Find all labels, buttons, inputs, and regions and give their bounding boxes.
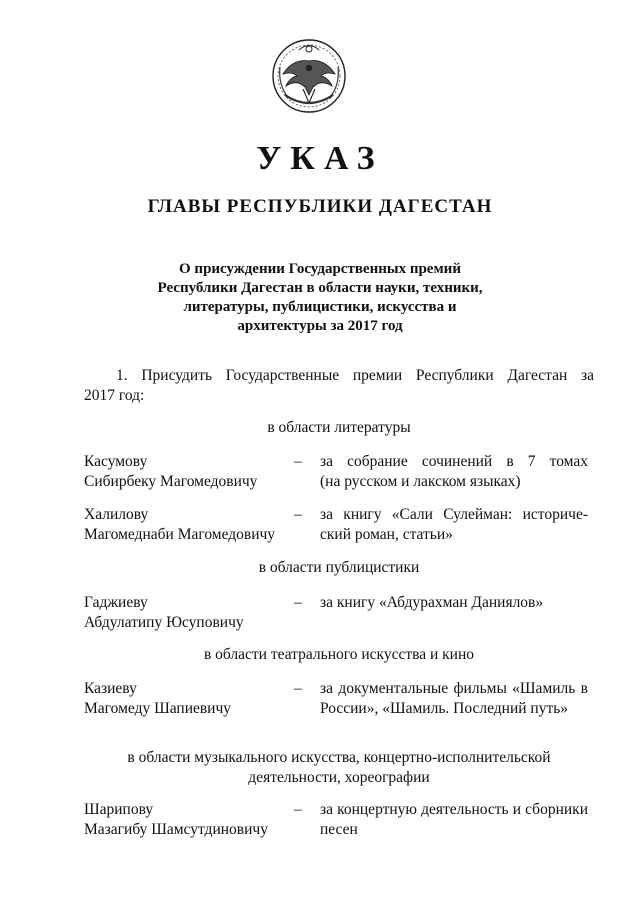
- intro-line: 2017 год:: [84, 387, 145, 404]
- dash-separator: –: [294, 453, 302, 470]
- coat-of-arms-emblem-icon: [270, 37, 348, 115]
- name-line: Гаджиеву: [84, 594, 148, 611]
- laureate-name: [84, 505, 284, 545]
- work-line: песен: [320, 821, 358, 838]
- dash-separator: –: [294, 680, 302, 697]
- intro-line: 1. Присудить Государственные премии Республики Дагестан за: [116, 367, 594, 384]
- document-subtitle: ГЛАВЫ РЕСПУБЛИКИ ДАГЕСТАН: [147, 196, 493, 217]
- name-line: Магомеднаби Магомедовичу: [84, 526, 276, 543]
- name-line: Халилову: [84, 506, 149, 523]
- name-line: Шарипову: [84, 801, 154, 818]
- laureate-name: [84, 800, 284, 840]
- heading-line: О присуждении Государственных премий: [179, 261, 461, 277]
- name-line: Магомеду Шапиевичу: [84, 700, 232, 717]
- dash-separator: –: [294, 506, 302, 523]
- section-title-line: деятельности, хореографии: [248, 769, 430, 786]
- name-line: Сибирбеку Магомедовичу: [84, 473, 258, 490]
- section-title-line: в области музыкального искусства, концертно-исполнительской: [127, 749, 551, 766]
- decree-heading: [120, 260, 520, 336]
- dash-separator: –: [294, 801, 302, 818]
- laureate-name: [84, 593, 284, 633]
- work-line: за документальные фильмы «Шамиль в: [320, 680, 588, 697]
- work-line: за книгу «Сали Сулейман: историче-: [320, 506, 588, 523]
- heading-line: литературы, публицистики, искусства и: [183, 299, 457, 315]
- section-title-literature: [84, 418, 594, 438]
- award-work: [320, 505, 588, 545]
- section-title-line: в области публицистики: [258, 559, 420, 576]
- work-line: за концертную деятельность и сборники: [320, 801, 588, 818]
- name-line: Казиеву: [84, 680, 137, 697]
- section-title-theatre-cinema: [84, 645, 594, 665]
- work-line: за книгу «Абдурахман Даниялов»: [320, 594, 544, 611]
- heading-line: архитектуры за 2017 год: [237, 318, 403, 334]
- laureate-name: [84, 452, 284, 492]
- award-work: [320, 593, 588, 613]
- heading-line: Республики Дагестан в области науки, техники,: [157, 280, 483, 296]
- work-line: России», «Шамиль. Последний путь»: [320, 700, 569, 717]
- name-line: Мазагибу Шамсутдиновичу: [84, 821, 268, 838]
- section-title-line: в области литературы: [267, 419, 411, 436]
- award-work: [320, 452, 588, 492]
- dash-separator: –: [294, 594, 302, 611]
- work-line: (на русском и лакском языках): [320, 473, 521, 490]
- work-line: ский роман, статьи»: [320, 526, 453, 543]
- section-title-music: [84, 748, 594, 788]
- document-title: УКАЗ: [256, 140, 384, 177]
- work-line: за собрание сочинений в 7 томах: [320, 453, 588, 470]
- name-line: Касумову: [84, 453, 148, 470]
- intro-paragraph: [84, 366, 594, 406]
- laureate-name: [84, 679, 284, 719]
- award-work: [320, 800, 588, 840]
- name-line: Абдулатипу Юсуповичу: [84, 614, 244, 631]
- section-title-line: в области театрального искусства и кино: [203, 646, 475, 663]
- section-title-publicism: [84, 558, 594, 578]
- award-work: [320, 679, 588, 719]
